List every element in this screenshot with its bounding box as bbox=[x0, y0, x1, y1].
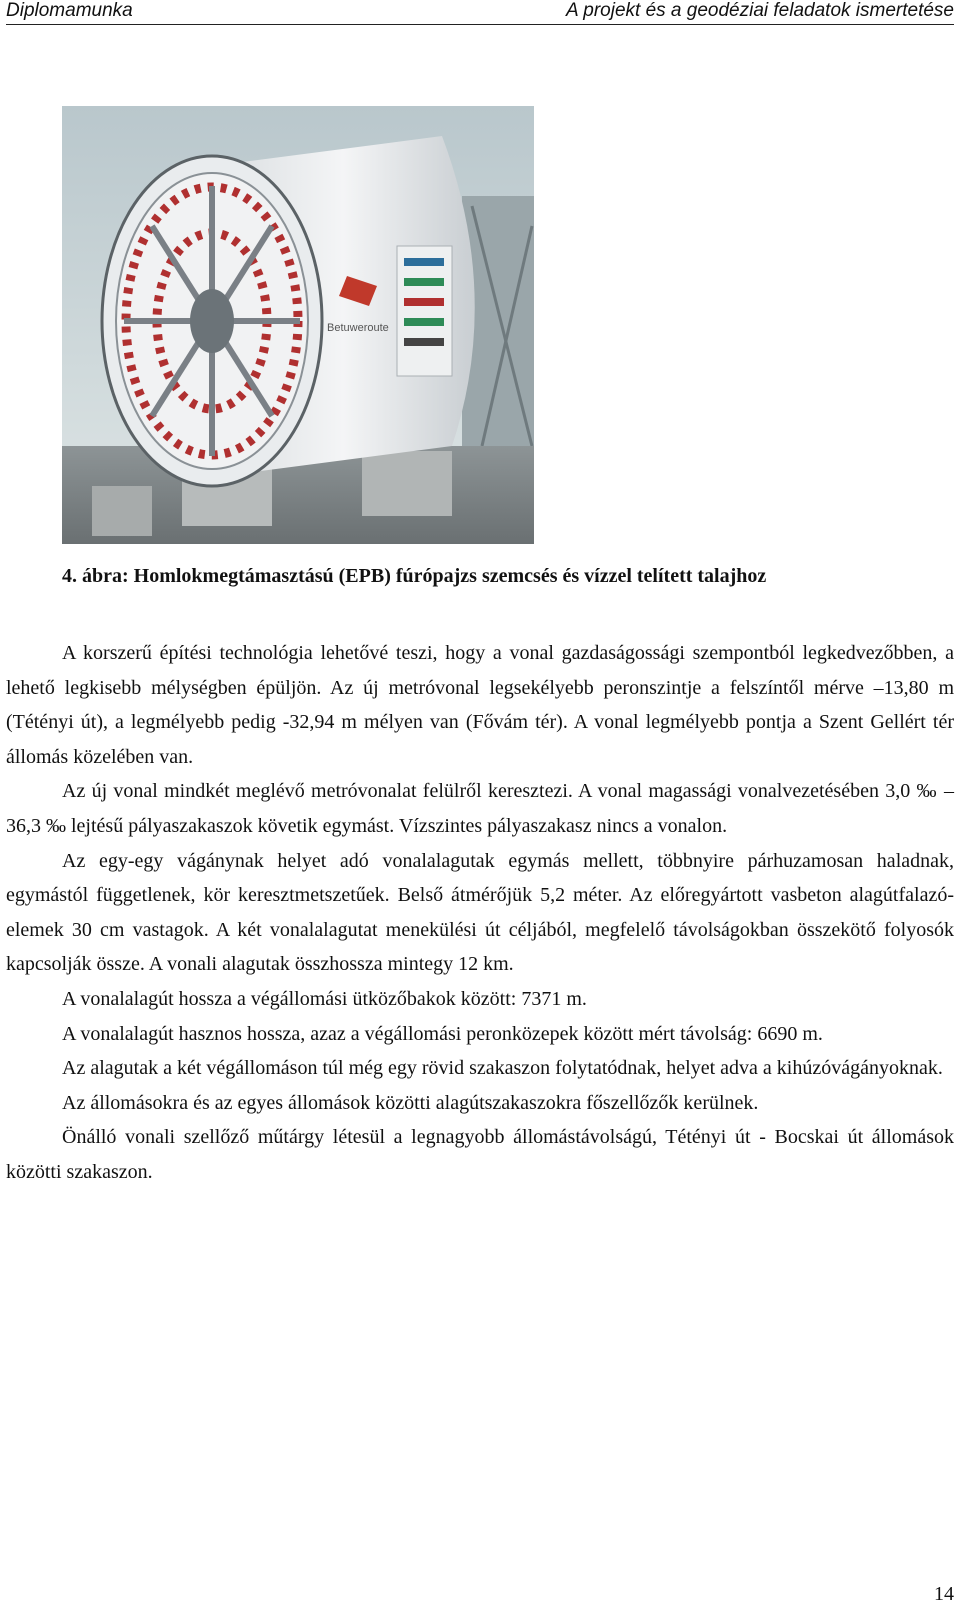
page-number: 14 bbox=[934, 1583, 954, 1605]
running-header bbox=[6, 0, 954, 25]
body-text bbox=[6, 636, 954, 1190]
paragraph: A vonalalagút hossza a végállomási ütközőbakok között: 7371 m. bbox=[62, 987, 587, 1010]
paragraph: Az egy-egy vágánynak helyet adó vonalalagutak egymás mellett, többnyire párhuzamosan haladnak, egymástól függetlenek, kör keresztmetszetűek. Belső átmérőjük 5,2 méter. Az előregyártott vasbeton alagútfalazó-elemek 30 cm vastagok. A két vonalalagutat menekülési út céljából, megfelelő távolságokban összekötő folyosók kapcsolják össze. A vonali alagutak összhossza mintegy 12 km. bbox=[6, 849, 954, 976]
paragraph: Önálló vonali szellőző műtárgy létesül a legnagyobb állomástávolságú, Tétényi út - Bocskai út állomások közötti szakaszon. bbox=[6, 1126, 954, 1183]
header-right-title: A projekt és a geodéziai feladatok ismertetése bbox=[566, 0, 954, 21]
shell-logo-text: Betuweroute bbox=[327, 322, 389, 334]
paragraph: Az alagutak a két végállomáson túl még egy rövid szakaszon folytatódnak, helyet adva a kihúzóvágányoknak. bbox=[62, 1057, 943, 1080]
header-left-title: Diplomamunka bbox=[6, 0, 133, 21]
paragraph: A korszerű építési technológia lehetővé teszi, hogy a vonal gazdaságossági szempontból legkedvezőbben, a lehető legkisebb mélységben épüljön. Az új metróvonal legsekélyebb peronszintje a felszíntől mérve –13,80 m (Tétényi út), a legmélyebb pedig -32,94 m mélyen van (Fővám tér). A vonal legmélyebb pontja a Szent Gellért tér állomás közelében van. bbox=[6, 642, 954, 768]
paragraph: A vonalalagút hasznos hossza, azaz a végállomási peronközepek között mért távolság: 6690 m. bbox=[62, 1022, 823, 1045]
figure-caption: 4. ábra: Homlokmegtámasztású (EPB) fúrópajzs szemcsés és vízzel telített talajhoz bbox=[62, 565, 767, 587]
paragraph: Az új vonal mindkét meglévő metróvonalat felülről keresztezi. A vonal magassági vonalvezetésében 3,0 ‰ – 36,3 ‰ lejtésű pályaszakaszok követik egymást. Vízszintes pályaszakasz nincs a vonalon. bbox=[6, 780, 954, 837]
tunnel-boring-machine-photo bbox=[62, 106, 534, 544]
paragraph: Az állomásokra és az egyes állomások közötti alagútszakaszokra főszellőzők kerülnek. bbox=[62, 1091, 759, 1114]
